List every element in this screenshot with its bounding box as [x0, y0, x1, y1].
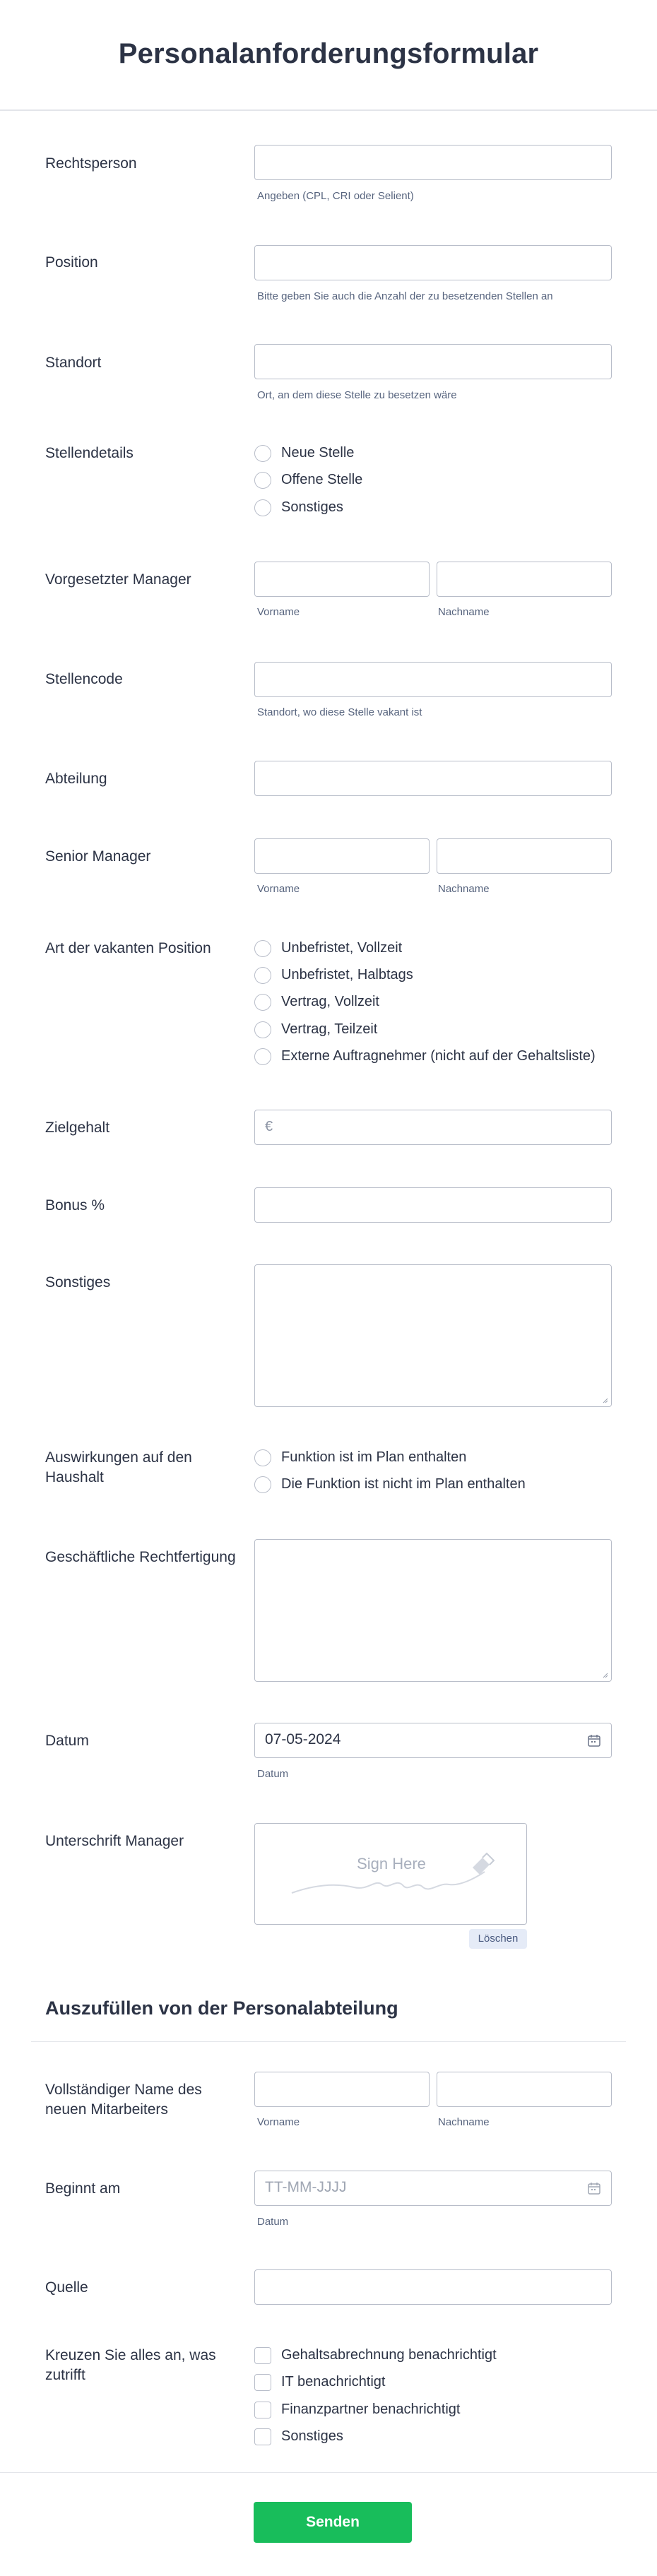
beginnt-am-sublabel: Datum: [257, 2216, 289, 2228]
radio-circle[interactable]: [254, 499, 271, 516]
beginnt-am-placeholder: TT-MM-JJJJ: [265, 2179, 347, 2195]
clear-signature-button[interactable]: Löschen: [469, 1929, 527, 1949]
senior-manager-label: Senior Manager: [45, 848, 151, 865]
art-position-label: Art der vakanten Position: [45, 940, 211, 956]
radio-circle[interactable]: [254, 1449, 271, 1466]
submit-button[interactable]: Senden: [254, 2502, 412, 2543]
senior-vorname-input[interactable]: [254, 838, 430, 874]
radio-circle[interactable]: [254, 1048, 271, 1065]
sonstiges-label: Sonstiges: [45, 1274, 111, 1290]
abteilung-input[interactable]: [254, 761, 612, 796]
standort-sublabel: Ort, an dem diese Stelle zu besetzen wäre: [257, 389, 457, 401]
stellendetails-label: Stellendetails: [45, 445, 134, 461]
abteilung-label: Abteilung: [45, 771, 107, 787]
section-divider: [31, 2041, 626, 2042]
beginnt-am-input[interactable]: [254, 2171, 612, 2206]
bonus-label: Bonus %: [45, 1197, 105, 1213]
senior-nachname-input[interactable]: [437, 838, 612, 874]
sign-here-text: Sign Here: [357, 1855, 426, 1872]
vorgesetzter-manager-label: Vorgesetzter Manager: [45, 571, 191, 588]
vorgesetzter-vorname-input[interactable]: [254, 562, 430, 597]
mitarbeiter-nachname-input[interactable]: [437, 2072, 612, 2107]
calendar-icon[interactable]: [587, 2181, 601, 2195]
footer-divider: [0, 2472, 657, 2473]
datum-sublabel: Datum: [257, 1768, 289, 1780]
stellencode-sublabel: Standort, wo diese Stelle vakant ist: [257, 706, 422, 718]
position-label: Position: [45, 254, 98, 271]
stellencode-input[interactable]: [254, 662, 612, 697]
quelle-label: Quelle: [45, 2279, 88, 2296]
euro-prefix: €: [265, 1119, 273, 1134]
beginnt-am-label: Beginnt am: [45, 2180, 121, 2197]
checkbox-box[interactable]: [254, 2374, 271, 2391]
kreuzen-label: Kreuzen Sie alles an, was zutrifft: [45, 2347, 216, 2383]
checkbox-box[interactable]: [254, 2428, 271, 2445]
datum-input[interactable]: [254, 1723, 612, 1758]
radio-circle[interactable]: [254, 994, 271, 1011]
radio-circle[interactable]: [254, 445, 271, 462]
radio-circle[interactable]: [254, 940, 271, 957]
sonstiges-textarea[interactable]: [254, 1264, 612, 1407]
vorname-sublabel: Vorname: [257, 2116, 300, 2128]
resize-handle-icon[interactable]: [601, 1671, 608, 1678]
nachname-sublabel: Nachname: [438, 2116, 490, 2128]
rechtsperson-sublabel: Angeben (CPL, CRI oder Selient): [257, 190, 414, 202]
radio-circle[interactable]: [254, 472, 271, 489]
section-title: Auszufüllen von der Personalabteilung: [45, 1998, 398, 2019]
quelle-input[interactable]: [254, 2269, 612, 2305]
position-sublabel: Bitte geben Sie auch die Anzahl der zu besetzenden Stellen an: [257, 290, 553, 302]
rechtfertigung-textarea[interactable]: [254, 1539, 612, 1682]
neuer-mitarbeiter-label: Vollständiger Name des neuen Mitarbeiters: [45, 2082, 202, 2118]
radio-circle[interactable]: [254, 1021, 271, 1038]
calendar-icon[interactable]: [587, 1733, 601, 1747]
form-header: [0, 0, 657, 111]
radio-circle[interactable]: [254, 967, 271, 984]
rechtsperson-label: Rechtsperson: [45, 155, 137, 172]
zielgehalt-input[interactable]: [254, 1110, 612, 1145]
checkbox-box[interactable]: [254, 2402, 271, 2418]
datum-value: 07-05-2024: [265, 1731, 341, 1747]
signature-pad[interactable]: [254, 1823, 527, 1925]
radio-circle[interactable]: [254, 1476, 271, 1493]
vorgesetzter-nachname-input[interactable]: [437, 562, 612, 597]
checkbox-box[interactable]: [254, 2347, 271, 2364]
nachname-sublabel: Nachname: [438, 606, 490, 618]
bonus-input[interactable]: [254, 1187, 612, 1223]
resize-handle-icon[interactable]: [601, 1396, 608, 1403]
nachname-sublabel: Nachname: [438, 883, 490, 895]
zielgehalt-label: Zielgehalt: [45, 1120, 110, 1136]
unterschrift-label: Unterschrift Manager: [45, 1833, 184, 1849]
standort-label: Standort: [45, 355, 102, 371]
standort-input[interactable]: [254, 344, 612, 379]
rechtsperson-input[interactable]: [254, 145, 612, 180]
vorname-sublabel: Vorname: [257, 883, 300, 895]
datum-label: Datum: [45, 1733, 89, 1749]
stellencode-label: Stellencode: [45, 671, 123, 687]
vorname-sublabel: Vorname: [257, 606, 300, 618]
auswirkungen-label: Auswirkungen auf den Haushalt: [45, 1449, 192, 1485]
mitarbeiter-vorname-input[interactable]: [254, 2072, 430, 2107]
rechtfertigung-label: Geschäftliche Rechtfertigung: [45, 1549, 236, 1565]
position-input[interactable]: [254, 245, 612, 280]
form-title: Personalanforderungsformular: [118, 38, 539, 69]
